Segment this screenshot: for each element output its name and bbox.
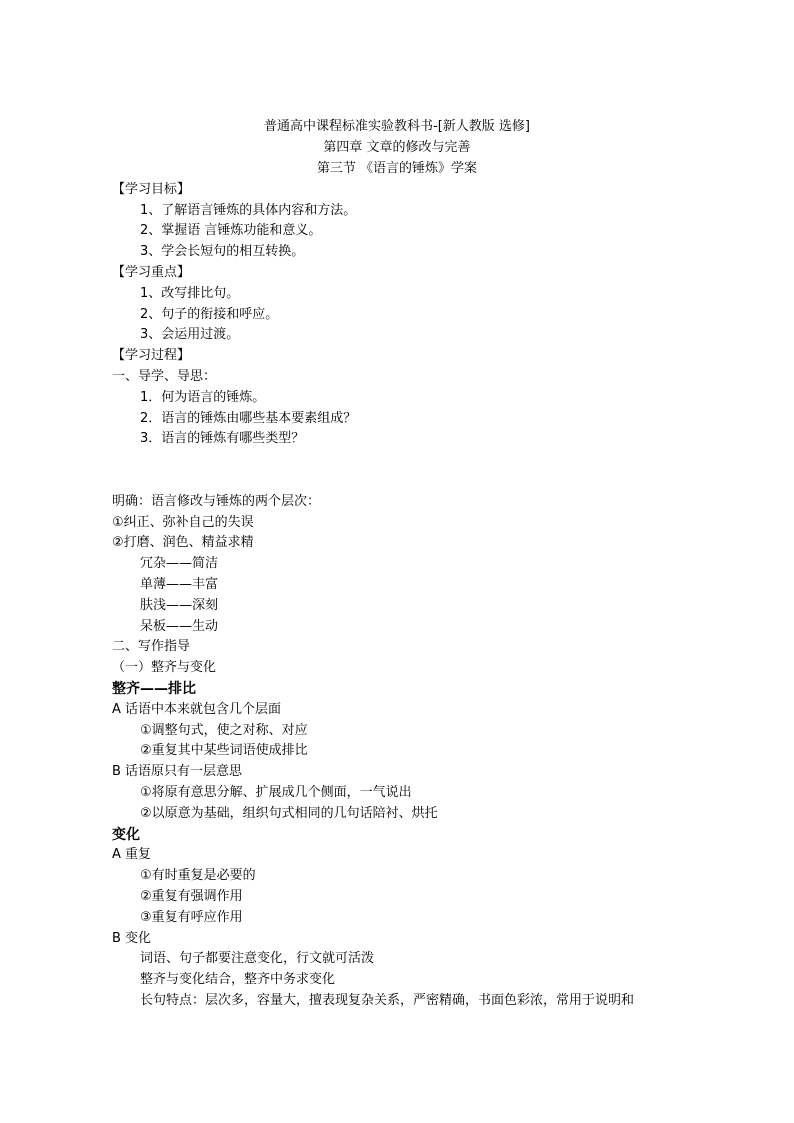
- goal-item: 1、了解语言锤炼的具体内容和方法。: [140, 203, 357, 218]
- vary-item: 词语、句子都要注意变化，行文就可活泼: [140, 951, 375, 966]
- clarify-level: ②打磨、润色、精益求精: [112, 535, 254, 550]
- focus-heading: 【学习重点】: [112, 265, 191, 280]
- repeat-item: ③重复有呼应作用: [140, 910, 243, 925]
- question-item: 2．语言的锤炼由哪些基本要素组成？: [140, 411, 357, 426]
- repeat-item: ①有时重复是必要的: [140, 868, 256, 883]
- vary-heading: B 变化: [112, 931, 152, 946]
- doc-title-chapter: 第四章 文章的修改与完善: [323, 140, 471, 155]
- doc-title-series: 普通高中课程标准实验教科书-[新人教版 选修]: [264, 119, 530, 134]
- a-item: ①调整句式，使之对称、对应: [140, 723, 308, 738]
- vary-item: 长句特点：层次多，容量大，擅表现复杂关系，严密精确，书面色彩浓，常用于说明和: [140, 993, 635, 1008]
- clarify-level: ①纠正、弥补自己的失误: [112, 515, 254, 530]
- clarify-intro: 明确：语言修改与锤炼的两个层次：: [112, 494, 321, 509]
- clarify-pair: 呆板——生动: [140, 619, 219, 634]
- goal-item: 3、学会长短句的相互转换。: [140, 244, 305, 259]
- b-item: ①将原有意思分解、扩展成几个侧面，一气说出: [140, 785, 412, 800]
- a-item: ②重复其中某些词语使成排比: [140, 743, 308, 758]
- clarify-pair: 肤浅——深刻: [140, 598, 219, 613]
- neat-heading: 整齐——排比: [112, 681, 196, 697]
- a-heading: A 话语中本来就包含几个层面: [112, 702, 282, 717]
- question-item: 3．语言的锤炼有哪些类型？: [140, 431, 305, 446]
- doc-title-section: 第三节 《语言的锤炼》学案: [316, 161, 478, 176]
- b-item: ②以原意为基础，组织句式相同的几句话陪衬、烘托: [140, 806, 438, 821]
- part1-heading: 一、导学、导思：: [112, 369, 217, 384]
- repeat-item: ②重复有强调作用: [140, 889, 243, 904]
- goals-heading: 【学习目标】: [112, 182, 191, 197]
- focus-item: 3、会运用过渡。: [140, 327, 240, 342]
- vary-item: 整齐与变化结合，整齐中务求变化: [140, 972, 336, 987]
- repeat-heading: A 重复: [112, 847, 152, 862]
- writing-heading: 二、写作指导: [112, 639, 191, 654]
- b-heading: B 话语原只有一层意思: [112, 764, 243, 779]
- process-heading: 【学习过程】: [112, 348, 191, 363]
- goal-item: 2、掌握语 言锤炼功能和意义。: [140, 223, 322, 238]
- clarify-pair: 冗杂——简洁: [140, 556, 219, 571]
- clarify-pair: 单薄——丰富: [140, 577, 219, 592]
- focus-item: 1、改写排比句。: [140, 286, 240, 301]
- focus-item: 2、句子的衔接和呼应。: [140, 307, 279, 322]
- change-heading: 变化: [112, 827, 140, 843]
- question-item: 1．何为语言的锤炼。: [140, 390, 266, 405]
- writing-subheading: （一）整齐与变化: [112, 660, 217, 675]
